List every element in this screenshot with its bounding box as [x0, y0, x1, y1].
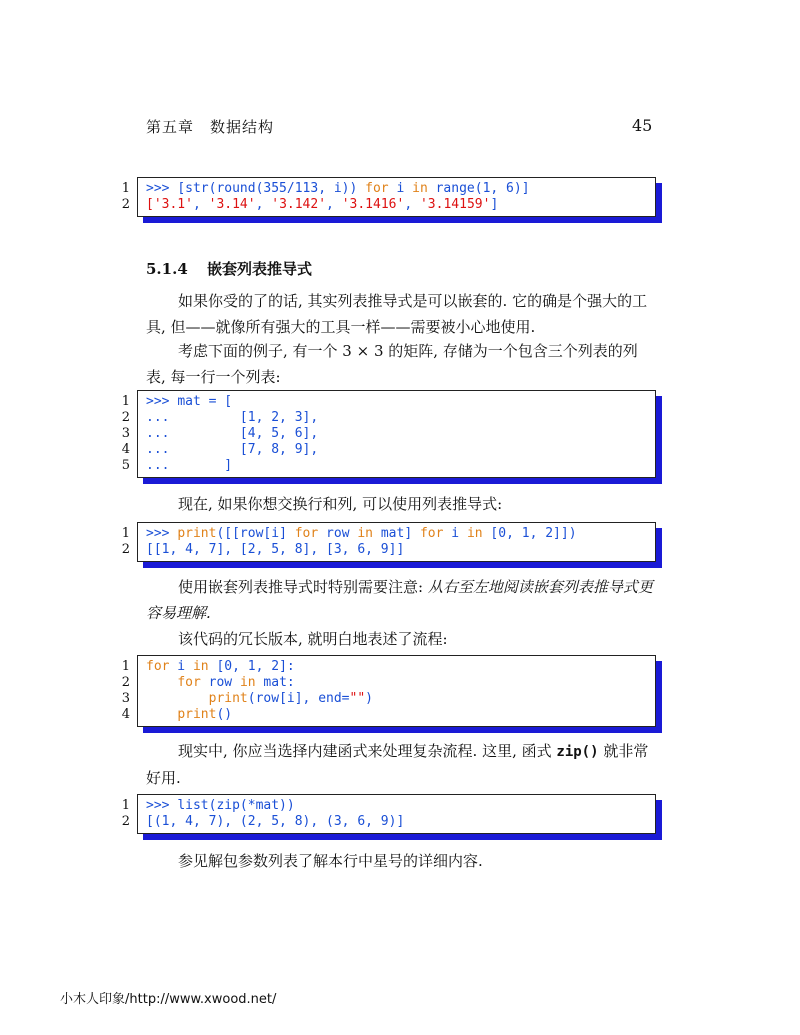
line-number: 3	[121, 691, 130, 706]
code-token: in	[357, 526, 374, 541]
chapter-header: 第五章 数据结构	[146, 118, 275, 136]
code-line	[121, 410, 655, 426]
paragraph-4-text: 使用嵌套列表推导式时特别需要注意:	[178, 578, 428, 596]
code-token: ,	[326, 197, 342, 212]
code-token: '3.1416'	[341, 197, 405, 212]
paragraph-6	[146, 738, 656, 791]
code-line	[121, 526, 655, 542]
code-token: )	[365, 691, 373, 706]
code-token: ...	[146, 426, 240, 441]
line-number: 1	[121, 798, 130, 813]
code-token: ()	[216, 707, 233, 722]
code-token: [[1, 4, 7], [2, 5, 8], [3, 6, 9]]	[146, 542, 405, 557]
code-line	[121, 707, 655, 723]
code-token: ...	[146, 410, 240, 425]
paragraph-4-emphasis: 从右至左地阅读嵌套列表推导式更容易理解.	[146, 578, 653, 622]
code-token: i	[388, 181, 413, 196]
code-token: list(zip(*mat))	[177, 798, 295, 813]
code-line	[121, 458, 655, 474]
line-number: 2	[121, 542, 130, 557]
line-number: 1	[121, 526, 130, 541]
code-token: for	[294, 526, 319, 541]
code-token: '3.142'	[271, 197, 327, 212]
code-token: ]	[224, 458, 233, 473]
paragraph-3: 现在, 如果你想交换行和列, 可以使用列表推导式:	[178, 495, 503, 513]
line-number: 1	[121, 659, 130, 674]
line-number: 3	[121, 426, 130, 441]
code-block-4	[121, 655, 656, 727]
code-line	[121, 394, 655, 410]
line-number: 4	[121, 442, 130, 457]
line-number: 1	[121, 181, 130, 196]
code-line	[121, 814, 655, 830]
code-line	[121, 426, 655, 442]
code-token: in	[192, 659, 209, 674]
code-token: [str(round(355/113, i))	[177, 181, 366, 196]
code-token: ]	[490, 197, 499, 212]
line-number: 2	[121, 410, 130, 425]
paragraph-5: 该代码的冗长版本, 就明白地表述了流程:	[178, 630, 448, 648]
paragraph-7: 参见解包参数列表了解本行中星号的详细内容.	[178, 852, 483, 870]
code-token: mat = [	[177, 394, 233, 409]
code-token: print	[177, 707, 217, 722]
code-token: [1, 2, 3],	[239, 410, 319, 425]
code-line	[121, 442, 655, 458]
code-token	[146, 707, 177, 722]
code-token: i	[169, 659, 193, 674]
code-line	[121, 542, 655, 558]
section-number: 5.1.4	[146, 260, 188, 278]
code-token: print	[208, 691, 248, 706]
code-token: for	[419, 526, 444, 541]
line-number: 2	[121, 197, 130, 212]
code-block-3	[121, 522, 656, 562]
line-number: 4	[121, 707, 130, 722]
code-block-1	[121, 177, 656, 217]
line-number: 5	[121, 458, 130, 473]
code-token: print	[177, 526, 217, 541]
code-token: mat]	[373, 526, 420, 541]
code-token	[146, 691, 209, 706]
code-token: ...	[146, 458, 225, 473]
code-token: ,	[404, 197, 420, 212]
code-token: [7, 8, 9],	[239, 442, 319, 457]
paragraph-1: 如果你受的了的话, 其实列表推导式是可以嵌套的. 它的确是个强大的工具, 但——就像所有强大的工具一样——需要被小心地使用.	[146, 292, 648, 336]
code-block-5	[121, 794, 656, 834]
code-token: for	[177, 675, 201, 690]
code-token	[146, 675, 177, 690]
section-title: 嵌套列表推导式	[207, 260, 313, 278]
paragraph-6-text-a: 现实中, 你应当选择内建函式来处理复杂流程. 这里, 函式	[178, 742, 557, 760]
code-token: [0, 1, 2]])	[482, 526, 577, 541]
code-token: ""	[349, 691, 366, 706]
code-token: >>>	[146, 526, 178, 541]
paragraph-6-text-b: 就非常好用.	[146, 742, 649, 787]
code-token: in	[239, 675, 256, 690]
paragraph-2: 考虑下面的例子, 有一个 3 × 3 的矩阵, 存储为一个包含三个列表的列表, 每一行一个列表:	[146, 342, 638, 386]
page-number: 45	[632, 116, 653, 135]
code-token: >>>	[146, 798, 178, 813]
code-line	[121, 659, 655, 675]
footer-watermark: 小木人印象/http://www.xwood.net/	[60, 992, 277, 1007]
code-token: [0, 1, 2]:	[208, 659, 295, 674]
code-token: ...	[146, 442, 240, 457]
code-token: row	[318, 526, 358, 541]
code-token: >>>	[146, 181, 178, 196]
code-token: >>>	[146, 394, 178, 409]
code-line	[121, 181, 655, 197]
code-token: ([[row[i]	[216, 526, 295, 541]
code-token: ,	[255, 197, 272, 212]
section-heading	[146, 258, 312, 279]
code-token: in	[466, 526, 483, 541]
paragraph-4	[146, 574, 656, 626]
zip-function-code: zip()	[556, 744, 599, 760]
code-token: [(1, 4, 7), (2, 5, 8), (3, 6, 9)]	[146, 814, 405, 829]
code-token: (row[i], end=	[247, 691, 350, 706]
code-block-2	[121, 390, 656, 478]
code-line	[121, 691, 655, 707]
code-token: ['3.1'	[146, 197, 193, 212]
line-number: 2	[121, 675, 130, 690]
code-line	[121, 798, 655, 814]
code-token: [4, 5, 6],	[239, 426, 319, 441]
code-token: row	[200, 675, 240, 690]
code-token: for	[146, 659, 170, 674]
code-token: i	[443, 526, 467, 541]
code-line	[121, 675, 655, 691]
code-token: ,	[192, 197, 209, 212]
line-number: 1	[121, 394, 130, 409]
code-token: in	[412, 181, 428, 196]
code-token: range(1, 6)]	[427, 181, 530, 196]
code-token: mat:	[255, 675, 295, 690]
code-token: for	[365, 181, 389, 196]
code-token: '3.14'	[208, 197, 256, 212]
code-token: '3.14159'	[419, 197, 491, 212]
code-line	[121, 197, 655, 213]
line-number: 2	[121, 814, 130, 829]
